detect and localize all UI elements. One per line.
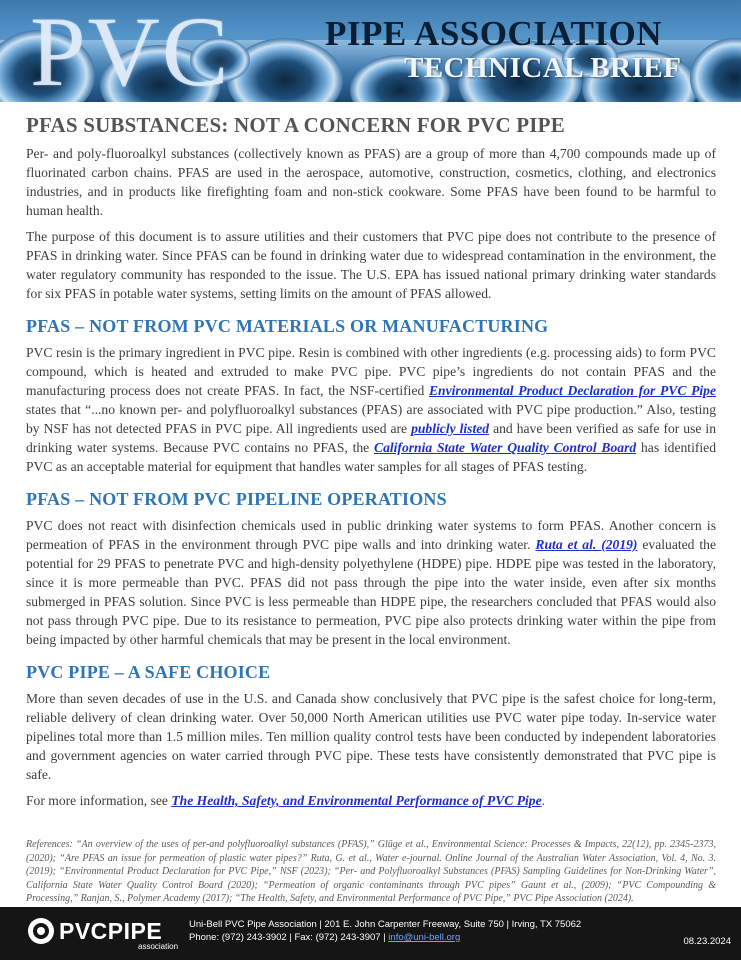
- footer-phone-line: [189, 931, 581, 944]
- text-span: PVC does not react with disinfection chemicals used in public drinking water systems to form PFAS. Another concern is permeation of PFAS in the environment through PVC pipe walls and into drinking water.: [26, 518, 716, 552]
- footer-phone: Phone: (972) 243-3902 | Fax: (972) 243-3907 |: [189, 932, 389, 943]
- header-banner: [0, 0, 741, 102]
- ruta-link[interactable]: Ruta et al. (2019): [535, 537, 638, 552]
- more-info-paragraph: [26, 791, 716, 810]
- technical-brief-title: TECHNICAL BRIEF: [404, 52, 682, 84]
- pvcpipe-logo: [28, 917, 178, 953]
- intro-paragraph-2: The purpose of this document is to assure utilities and their customers that PVC pipe does not contribute to the presence of PFAS in drinking water. Since PFAS can be found in drinking water due to widespread contamination in the environment, the water regulatory community has responded to the issue. The U.S. EPA has issued national primary drinking water standards for six PFAS in potable water systems, setting limits on the amount of PFAS allowed.: [26, 229, 716, 301]
- text-span: evaluated the potential for 29 PFAS to penetrate PVC and high-density polyethylene (HDPE) pipe. HDPE pipe was tested in the laboratory, since it is more permeable than PVC. PFAS did not pass through the pipe into the water inside, even after six months submerged in PFAS solution. Since PVC is less permeable than HDPE pipe, the researchers concluded that PFAS would also not pass through PVC pipe. Due to its resistance to permeation, PVC pipe also protects drinking water within the pipe from being impacted by other harmful chemicals that may be present in the local environment.: [26, 537, 717, 647]
- text-span: and have been verified as safe for use in drinking water systems. Because PVC contains no PFAS, the: [26, 421, 716, 455]
- pvc-logo-text: PVC: [30, 0, 231, 102]
- text-span: For more information, see: [26, 793, 172, 808]
- california-board-link[interactable]: California State Water Quality Control Board: [374, 440, 637, 455]
- page-title: PFAS SUBSTANCES: NOT A CONCERN FOR PVC PIPE: [26, 113, 565, 137]
- footer-address: Uni-Bell PVC Pipe Association | 201 E. John Carpenter Freeway, Suite 750 | Irving, TX 75062: [189, 919, 582, 930]
- section-heading-operations: PFAS – NOT FROM PVC PIPELINE OPERATIONS: [26, 489, 447, 509]
- publicly-listed-link[interactable]: publicly listed: [411, 421, 490, 436]
- text-span: .: [541, 793, 546, 808]
- main-content: [26, 112, 716, 817]
- section-heading-safe-choice: PVC PIPE – A SAFE CHOICE: [26, 662, 271, 682]
- safe-choice-paragraph: More than seven decades of use in the U.S. and Canada show conclusively that PVC pipe is the safest choice for long-term, reliable delivery of clean drinking water. Over 50,000 North American utilities use PVC water pipe today. In-service water pipelines total more than 1.5 million miles. Ten million quality control tests have been conducted by independent laboratories and government agencies on water carried through PVC pipe. These tests have consistently demonstrated that PVC pipe is safe.: [26, 691, 716, 782]
- logo-mark-icon: [28, 918, 54, 944]
- health-safety-link[interactable]: The Health, Safety, and Environmental Performance of PVC Pipe: [171, 793, 542, 808]
- footer-contact: [189, 918, 581, 944]
- pipe-association-title: PIPE ASSOCIATION: [325, 14, 663, 53]
- operations-paragraph: [26, 516, 716, 649]
- materials-paragraph: [26, 343, 716, 476]
- references: References: “An overview of the uses of per-and polyfluoroalkyl substances (PFAS),” Glüge et al., Environmental Science: Processes & Impacts, 22(12), pp. 2345-2373, (2020); “Are PFAS an issue for permeation of plastic water pipes?” Ruta, G. et al., Water e-journal. Online Journal of the Australian Water Association, Vol. 4, No. 3. (2019); “Environmental Product Declaration for PVC Pipe,” NSF (2023); “Per- and Polyfluoroalkyl Substances (PFAS) Sampling Guidelines for Non-Drinking Water”, California State Water Quality Control Board (2020); “Permeation of organic contaminants through PVC pipes” Gaunt et al., (2009); “PVC Compounding & Processing,” Ranjan, S., Polymer Academy (2017); “The Health, Safety, and Environmental Performance of PVC Pipe,” PVC Pipe Association (2024).: [26, 839, 716, 904]
- footer-email-link[interactable]: info@uni-bell.org: [388, 932, 461, 943]
- section-heading-materials: PFAS – NOT FROM PVC MATERIALS OR MANUFACTURING: [26, 316, 549, 336]
- logo-wordmark: PVCPIPE: [59, 918, 163, 944]
- text-span: states that “...no known per- and polyfluoroalkyl substances (PFAS) are associated with PVC pipe production.” Also, testing by NSF has not detected PFAS in PVC pipe. All ingredients used are: [26, 402, 716, 436]
- logo-subtitle: association: [138, 942, 179, 951]
- intro-paragraph-1: Per- and poly-fluoroalkyl substances (collectively known as PFAS) are a group of more than 4,700 compounds made up of fluorinated carbon chains. PFAS are used in the aerospace, automotive, construction, cosmetics, clothing, and electronics industries, and in products like firefighting foam and non-stick cookware. Some PFAS have been found to be harmful to human health.: [26, 146, 716, 218]
- footer-date: 08.23.2024: [683, 936, 731, 947]
- text-span: has identified PVC as an acceptable material for equipment that handles water samples for all stages of PFAS testing.: [26, 440, 716, 474]
- epd-link[interactable]: Environmental Product Declaration for PVC Pipe: [428, 383, 717, 398]
- footer: [0, 907, 741, 960]
- text-span: PVC resin is the primary ingredient in PVC pipe. Resin is combined with other ingredients (e.g. processing aids) to form PVC compound, which is heated and extruded to make PVC pipe. PVC pipe’s ingredients do not contain PFAS and the manufacturing process does not create PFAS. In fact, the NSF-certified: [26, 345, 716, 398]
